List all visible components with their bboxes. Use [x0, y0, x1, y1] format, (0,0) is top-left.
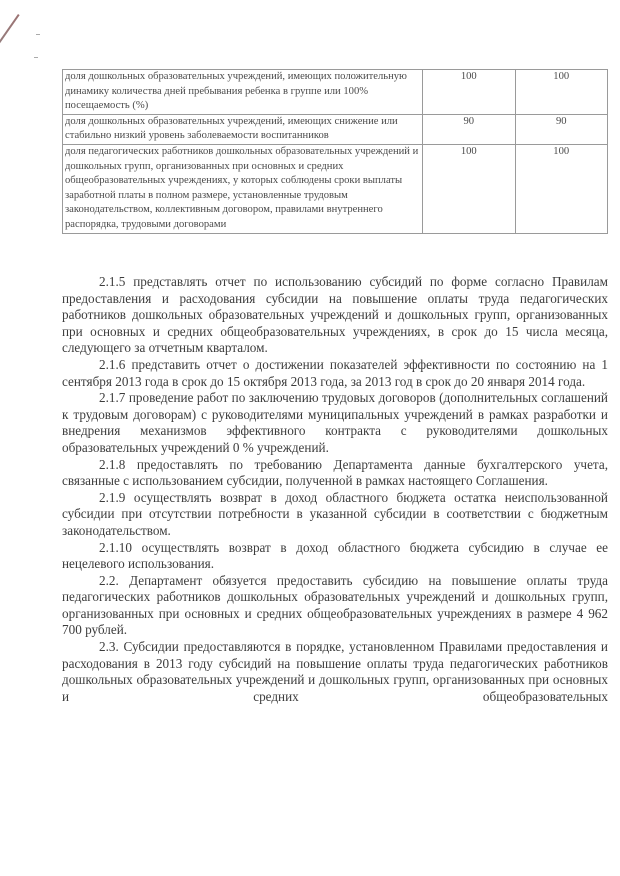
table-row	[63, 114, 608, 144]
scan-speck	[34, 57, 38, 58]
metric-value-1: 90	[423, 114, 515, 144]
metric-value-2: 100	[515, 144, 608, 233]
table-row	[63, 70, 608, 115]
pen-stroke-mark	[0, 14, 20, 84]
scan-speck	[36, 34, 40, 35]
metrics-table	[62, 69, 608, 234]
paragraph-2-1-8: 2.1.8 предоставлять по требованию Департамента данные бухгалтерского учета, связанные с использованием субсидии, полученной в рамках настоящего Соглашения.	[62, 456, 608, 489]
metric-label: доля дошкольных образовательных учреждений, имеющих снижение или стабильно низкий уровень заболеваемости воспитанников	[63, 114, 423, 144]
metric-value-2: 100	[515, 70, 608, 115]
metric-label: доля педагогических работников дошкольных образовательных учреждений и дошкольных групп, организованных при основных и средних общеобразовательных учреждениях, у которых соблюдены сроки выплаты заработной платы в полном размере, установленные трудовым законодательством, коллективным договором, правилами внутреннего распорядка, трудовыми договорами	[63, 144, 423, 233]
metric-value-1: 100	[423, 144, 515, 233]
document-body	[62, 274, 608, 705]
metric-value-2: 90	[515, 114, 608, 144]
metric-value-1: 100	[423, 70, 515, 115]
paragraph-2-1-5: 2.1.5 представлять отчет по использованию субсидий по форме согласно Правилам предоставления и расходования субсидии на повышение оплаты труда педагогических работников дошкольных образовательных учреждений и дошкольных групп, организованных при основных и средних общеобразовательных учреждениях, в срок до 15 числа месяца, следующего за отчетным кварталом.	[62, 274, 608, 356]
paragraph-2-1-7: 2.1.7 проведение работ по заключению трудовых договоров (дополнительных соглашений к трудовым договорам) с руководителями муниципальных учреждений в рамках разработки и внедрения механизмов эффективного контракта с руководителями дошкольных образовательных учреждений 0 % учреждений.	[62, 390, 608, 455]
table-row	[63, 144, 608, 233]
paragraph-2-3: 2.3. Субсидии предоставляются в порядке, установленном Правилами предоставления и расходования в 2013 году субсидий на повышение оплаты труда педагогических работников дошкольных образовательных учреждений и дошкольных групп, организованных при основных и средних общеобразовательных	[62, 639, 608, 704]
paragraph-2-1-10: 2.1.10 осуществлять возврат в доход областного бюджета субсидию в случае ее нецелевого использования.	[62, 539, 608, 572]
metric-label: доля дошкольных образовательных учреждений, имеющих положительную динамику количества дней пребывания ребенка в группе или 100% посещаемость (%)	[63, 70, 423, 115]
paragraph-2-2: 2.2. Департамент обязуется предоставить субсидию на повышение оплаты труда педагогических работников дошкольных образовательных учреждений и дошкольных групп, организованных при основных и средних общеобразовательных учреждениях в размере 4 962 700 рублей.	[62, 572, 608, 638]
paragraph-2-1-6: 2.1.6 представить отчет о достижении показателей эффективности по состоянию на 1 сентября 2013 года в срок до 15 октября 2013 года, за 2013 год в срок до 20 января 2014 года.	[62, 356, 608, 389]
paragraph-2-1-9: 2.1.9 осуществлять возврат в доход областного бюджета остатка неиспользованной субсидии при отсутствии потребности в указанной субсидии в соответствии с бюджетным законодательством.	[62, 489, 608, 538]
